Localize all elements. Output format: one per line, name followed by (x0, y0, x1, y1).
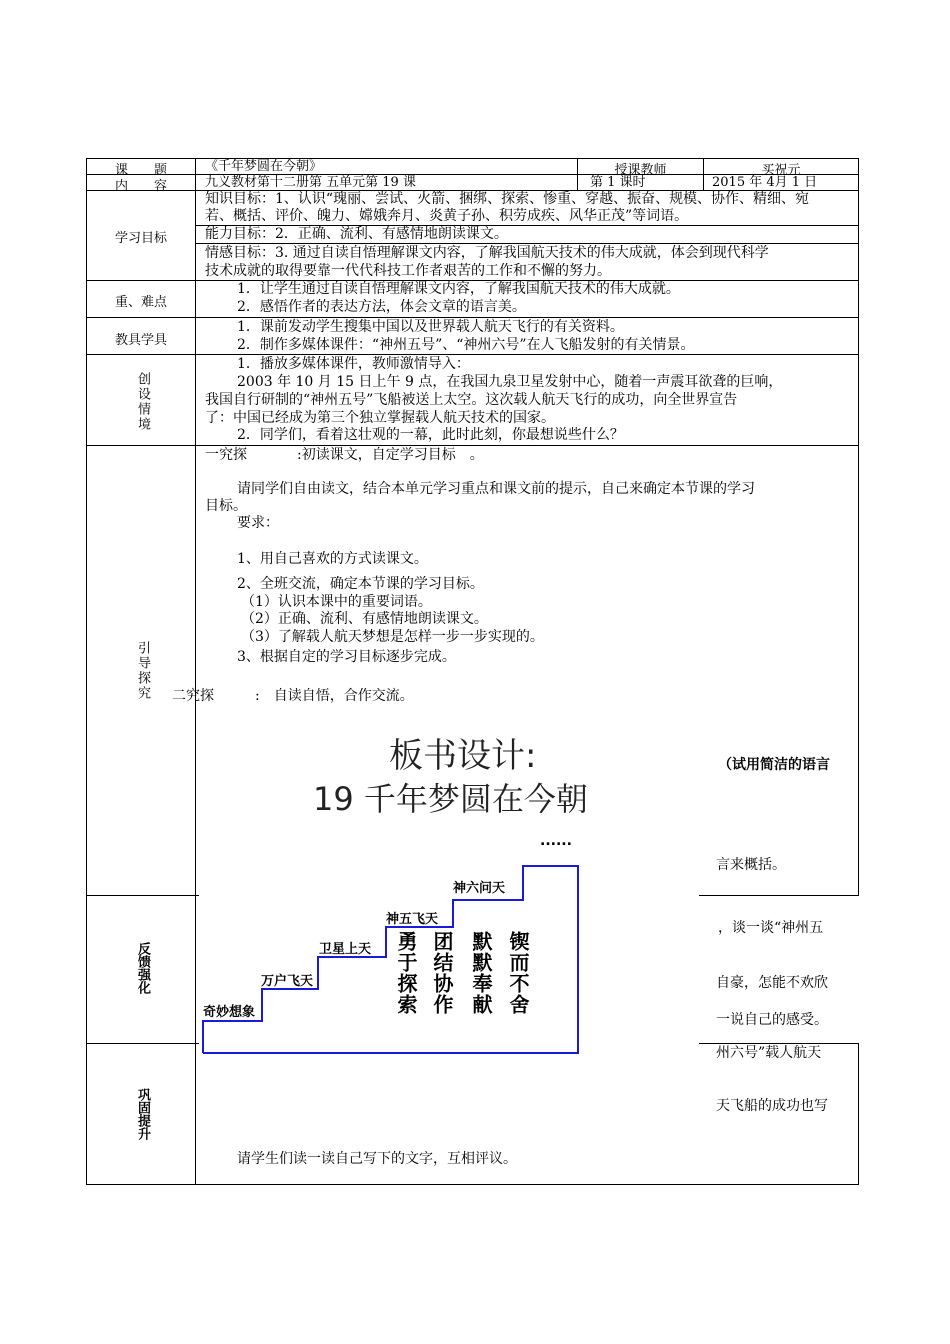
board-design-image (199, 733, 699, 1063)
knowledge-goal-line1: 知识目标：1、认识“瑰丽、尝试、火箭、捆绑、探索、惨重、穿越、振奋、规模、协作、精细、宛 (205, 191, 810, 207)
requirement-1: 1、用自己喜欢的方式读课文。 (237, 551, 428, 567)
virtue-3: 团结协作 (430, 931, 454, 1015)
key-point-1: 1．让学生通过自读自悟理解课文内容，了解我国航天技术的伟大成就。 (237, 281, 680, 297)
content-value: 九义教材第十二册第 五单元第 19 课 (205, 175, 416, 190)
inquiry-1-heading-a: 一究探 (205, 447, 247, 463)
emotion-goal-line2: 技术成就的取得要靠一代代科技工作者艰苦的工作和不懈的努力。 (205, 263, 611, 279)
consolidate-fragment-1: 州六号”载人航天 (716, 1045, 822, 1061)
course-title-label: 课 题 (114, 163, 167, 178)
requirement-3: 3、根据自定的学习目标逐步完成。 (237, 649, 456, 665)
tool-item-2: 2．制作多媒体课件：“神州五号”、“神州六号”在人飞船发射的有关情景。 (237, 337, 695, 353)
scene-line-3: 我国自行研制的“神州五号”飞船被送上太空。这次载人航天飞行的成功，向全世界宣告 (205, 392, 738, 408)
emotion-goal-line1: 情感目标：3. 通过自读自悟理解课文内容，了解我国航天技术的伟大成就，体会到现代科学 (205, 245, 769, 261)
step-label-5: 神六问天 (453, 881, 506, 896)
ability-goal: 能力目标：2．正确、流利、有感情地朗读课文。 (205, 226, 508, 242)
guide-label: 引导探究 (135, 641, 150, 701)
tools-label: 教具学具 (114, 333, 167, 348)
virtue-1: 锲而不舍 (506, 931, 530, 1015)
requirement-2-sub-2: （2）正确、流利、有感情地朗读课文。 (241, 611, 488, 627)
requirement-2-sub-1: （1）认识本课中的重要词语。 (241, 594, 432, 610)
scene-line-5: 2．同学们，看着这壮观的一幕，此时此刻，你最想说些什么？ (237, 427, 624, 443)
knowledge-goal-line2: 若、概括、评价、魄力、嫦娥奔月、炎黄子孙、积劳成疾、风华正茂”等词语。 (205, 208, 689, 224)
key-points-label: 重、难点 (114, 295, 167, 310)
inquiry-1-para-line2: 目标。 (205, 498, 247, 514)
scene-line-1: 1．播放多媒体课件，教师激情导入： (237, 356, 470, 372)
step-label-4: 神五飞天 (386, 912, 439, 927)
inquiry-2-heading-b: : 自读自悟，合作交流。 (255, 688, 414, 704)
feedback-label: 反馈强化 (135, 942, 150, 994)
goals-label: 学习目标 (114, 231, 167, 246)
step-label-1: 奇妙想象 (203, 1005, 256, 1020)
tool-item-1: 1．课前发动学生搜集中国以及世界载人航天飞行的有关资料。 (237, 319, 624, 335)
feedback-fragment-3: 一说自己的感受。 (716, 1012, 828, 1028)
inquiry-2-heading-a: 二究探 (172, 688, 214, 704)
teacher-name: 买祝元 (761, 163, 801, 178)
virtue-2: 默默奉献 (469, 931, 493, 1015)
board-title: 板书设计: (389, 736, 537, 776)
feedback-fragment-2: 自豪，怎能不欢欣 (716, 975, 828, 991)
teacher-label: 授课教师 (614, 163, 667, 178)
course-title-value: 《千年梦圆在今朝》 (205, 159, 323, 174)
requirements-heading: 要求： (237, 515, 279, 531)
feedback-fragment-1: ，谈一谈“神州五 (718, 920, 824, 936)
requirement-2-sub-3: （3）了解载人航天梦想是怎样一步一步实现的。 (241, 629, 544, 645)
virtue-4: 勇于探索 (394, 931, 418, 1015)
guide-fragment-1: （试用简洁的语言 (718, 757, 830, 773)
key-point-2: 2．感悟作者的表达方法，体会文章的语言美。 (237, 299, 526, 315)
board-subtitle: 19 千年梦圆在今朝 (313, 780, 588, 818)
lesson-number: 第 1 课时 (590, 175, 646, 190)
consolidate-fragment-2: 天飞船的成功也写 (716, 1098, 828, 1114)
guide-fragment-2: 言来概括。 (716, 857, 786, 873)
scene-line-4: 了：中国已经成为第三个独立掌握载人航天技术的国家。 (205, 410, 555, 426)
step-label-2: 万户飞天 (261, 974, 314, 989)
board-dots: ...... (540, 833, 572, 849)
inquiry-1-heading-b: :初读课文，自定学习目标 。 (297, 447, 484, 463)
scene-line-2: 2003 年 10 月 15 日上午 9 点，在我国九泉卫星发射中心，随着一声震耳欲聋的巨响， (237, 374, 783, 390)
requirement-2: 2、全班交流，确定本节课的学习目标。 (237, 576, 484, 592)
inquiry-1-para-line1: 请同学们自由读文，结合本单元学习重点和课文前的提示，自己来确定本节课的学习 (237, 481, 755, 497)
content-label: 内 容 (114, 179, 167, 194)
consolidate-final: 请学生们读一读自己写下的文字，互相评议。 (237, 1151, 517, 1167)
step-label-3: 卫星上天 (319, 942, 372, 957)
consolidate-label: 巩固提升 (135, 1088, 150, 1140)
scene-label: 创设情境 (135, 372, 150, 432)
lesson-date: 2015 年 4月 1 日 (712, 175, 818, 190)
